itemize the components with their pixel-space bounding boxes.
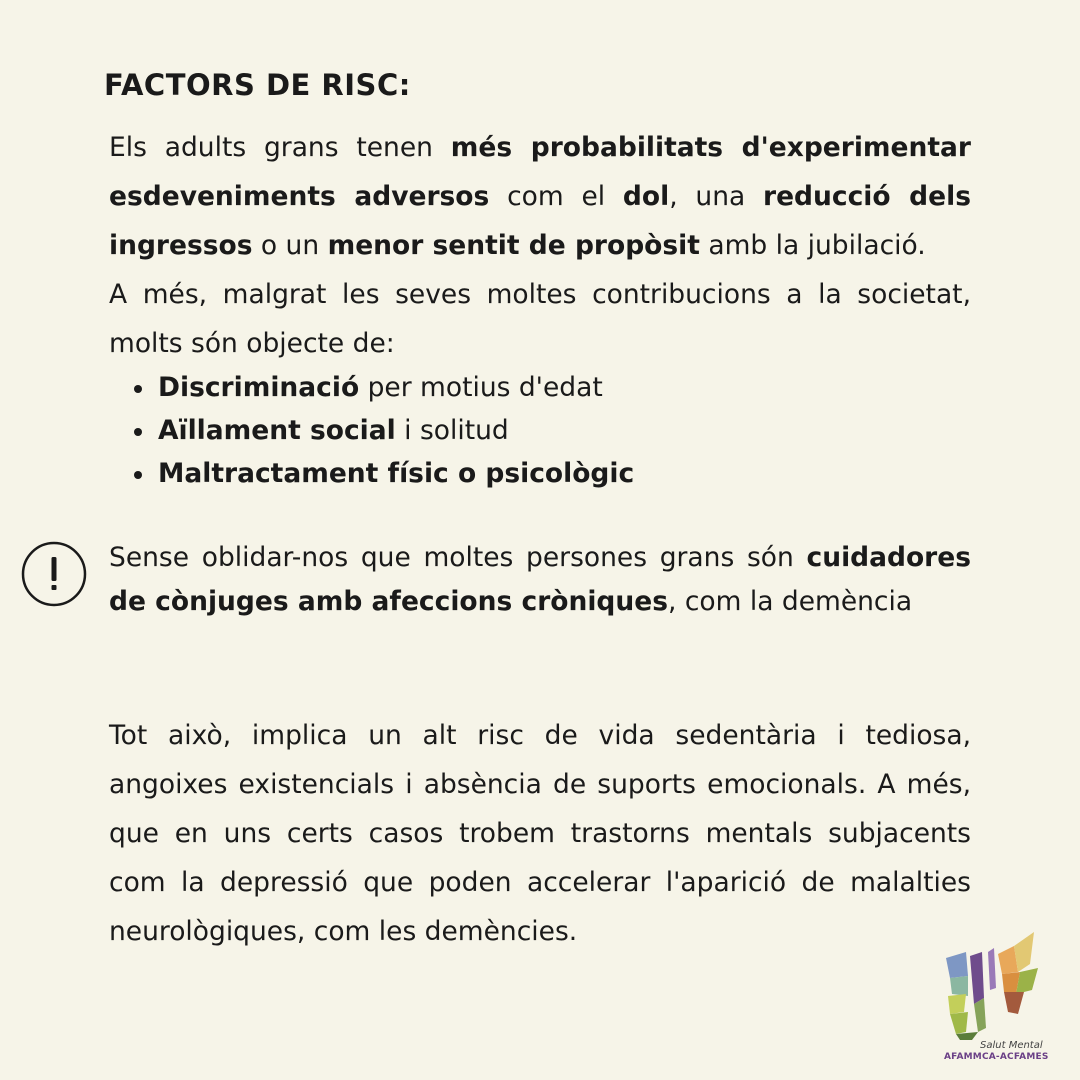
caregiver-text-1: Sense oblidar-nos que moltes persones grans són bbox=[109, 542, 807, 573]
intro-text-3: , una bbox=[669, 181, 764, 212]
list-item-bold: Aïllament social bbox=[158, 415, 396, 446]
intro-bold-3: reducció dels ingressos bbox=[109, 181, 971, 261]
list-item bbox=[158, 452, 634, 495]
list-item-text: per motius d'edat bbox=[359, 372, 603, 403]
intro-text-5: amb la jubilació. bbox=[699, 230, 926, 261]
caregiver-bold: cuidadores de cònjuges amb afeccions cròniques bbox=[109, 542, 971, 617]
caregiver-paragraph bbox=[109, 536, 971, 624]
list-item-text: i solitud bbox=[395, 415, 509, 446]
logo-name: AFAMMCA-ACFAMES bbox=[944, 1052, 1049, 1062]
section-title: FACTORS DE RISC: bbox=[104, 68, 411, 102]
caregiver-text-2: , com la demència bbox=[668, 586, 913, 617]
intro-bold-2: dol bbox=[622, 181, 670, 212]
intro-text-2: com el bbox=[489, 181, 623, 212]
intro-text-1: Els adults grans tenen bbox=[109, 132, 451, 163]
conclusion-paragraph: Tot això, implica un alt risc de vida sedentària i tediosa, angoixes existencials i absència de suports emocionals. A més, que en uns certs casos trobem trastorns mentals subjacents com la depressió que poden accelerar l'aparició de malalties neurològiques, com les demències. bbox=[109, 720, 971, 947]
logo-tagline: Salut Mental bbox=[980, 1040, 1043, 1051]
intro-bold-1: més probabilitats d'experimentar esdeveniments adversos bbox=[109, 132, 971, 212]
intro-paragraph bbox=[109, 123, 971, 368]
list-item bbox=[158, 409, 634, 452]
exclamation-circle-icon bbox=[21, 541, 87, 607]
intro-text-4: o un bbox=[252, 230, 328, 261]
risk-list bbox=[158, 366, 634, 495]
intro-bold-4: menor sentit de propòsit bbox=[327, 230, 700, 261]
intro-line-2: A més, malgrat les seves moltes contribucions a la societat, molts són objecte de: bbox=[109, 279, 971, 359]
list-item bbox=[158, 366, 634, 409]
list-item-bold: Maltractament físic o psicològic bbox=[158, 458, 635, 489]
list-item-bold: Discriminació bbox=[158, 372, 360, 403]
